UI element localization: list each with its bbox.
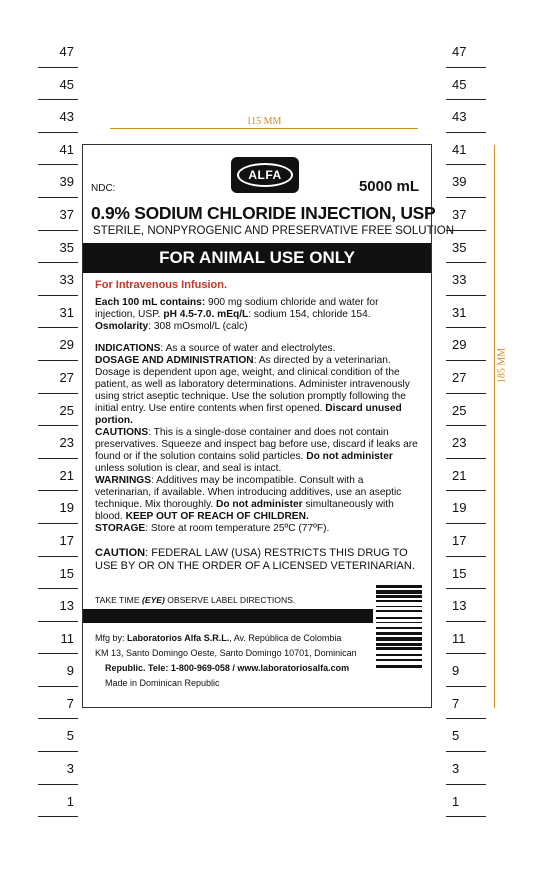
right-ruler-number: 9 [452, 663, 460, 679]
barcode-graphic [376, 585, 422, 691]
cautions-do-not-administer: Do not administer [306, 451, 393, 462]
right-ruler-tick [446, 172, 486, 205]
cautions-text-2: unless solution is clear, and seal is intact. [95, 463, 282, 474]
keep-out-of-reach: KEEP OUT OF REACH OF CHILDREN. [125, 511, 309, 522]
left-ruler-tick [38, 694, 78, 727]
right-ruler-number: 5 [452, 728, 460, 744]
barcode-bar [376, 665, 422, 668]
left-ruler-number: 35 [59, 239, 74, 255]
barcode-bar [376, 622, 422, 623]
left-ruler-tick [38, 42, 78, 75]
federal-caution-text: : FEDERAL LAW (USA) RESTRICTS THIS DRUG TO USE BY OR ON THE ORDER OF A LICENSED VETERINARIAN. [95, 547, 415, 572]
barcode-bar [376, 585, 422, 588]
federal-caution-label: CAUTION [95, 547, 146, 559]
barcode-bar [376, 600, 422, 602]
right-ruler-tick [446, 107, 486, 140]
barcode-bar [376, 627, 422, 629]
warnings-text-2: simultaneously with blood. [95, 499, 394, 522]
right-ruler-number: 7 [452, 695, 460, 711]
left-ruler-tick [38, 433, 78, 466]
right-ruler-number: 27 [452, 369, 467, 385]
left-ruler-number: 27 [59, 369, 74, 385]
cautions-text: : This is a single-dose container and does not contain preservatives. Squeeze and inspect bag before use, discard if leaks are found or if the solution contains solid particles. [95, 427, 418, 462]
left-ruler-tick [38, 140, 78, 173]
right-ruler-tick [446, 466, 486, 499]
right-ruler-number: 35 [452, 239, 467, 255]
left-ruler-number: 15 [59, 565, 74, 581]
ph-text: : sodium 154, chloride 154. [248, 309, 371, 320]
right-ruler-number: 17 [452, 532, 467, 548]
warnings-label: WARNINGS [95, 475, 152, 486]
barcode-bar [376, 632, 422, 635]
left-ruler-number: 7 [66, 695, 74, 711]
federal-caution [95, 547, 421, 573]
cautions-paragraph [95, 427, 421, 475]
right-ruler-number: 21 [452, 467, 467, 483]
right-ruler-tick [446, 759, 486, 792]
ndc-label: NDC: [91, 183, 116, 194]
right-ruler-tick [446, 433, 486, 466]
left-ruler-tick [38, 792, 78, 825]
left-ruler-tick [38, 205, 78, 238]
route-statement: For Intravenous Infusion. [95, 279, 228, 291]
indications-text: : As a source of water and electrolytes. [160, 343, 336, 354]
left-ruler-number: 1 [66, 793, 74, 809]
left-ruler-number: 29 [59, 337, 74, 353]
right-ruler-tick [446, 270, 486, 303]
left-ruler-number: 39 [59, 174, 74, 190]
right-ruler-tick [446, 531, 486, 564]
manufacturer-address-1: , Av. República de Colombia [229, 633, 342, 643]
take-time-post: OBSERVE LABEL DIRECTIONS. [164, 595, 296, 605]
warnings-paragraph [95, 475, 421, 523]
dosage-paragraph [95, 355, 421, 427]
take-time-pre: TAKE TIME [95, 595, 142, 605]
right-ruler-number: 13 [452, 598, 467, 614]
width-dimension [110, 0, 418, 130]
volume-label: 5000 mL [358, 178, 419, 195]
left-ruler-number: 17 [59, 532, 74, 548]
right-ruler-tick [446, 75, 486, 108]
right-ruler-tick [446, 564, 486, 597]
right-ruler-tick [446, 303, 486, 336]
right-ruler-number: 45 [452, 76, 467, 92]
left-ruler-number: 5 [66, 728, 74, 744]
width-dimension-label: 115 MM [246, 116, 282, 127]
right-ruler-number: 37 [452, 206, 467, 222]
left-ruler-tick [38, 759, 78, 792]
barcode-bar [376, 637, 422, 641]
ph-label: pH 4.5-7.0. mEq/L [163, 309, 249, 320]
manufacturer-line-2: KM 13, Santo Domingo Oeste, Santo Domingo 10701, Dominican [95, 648, 357, 658]
left-ruler-tick [38, 335, 78, 368]
storage-text: : Store at room temperature 25ºC (77ºF). [145, 523, 330, 534]
left-ruler-tick [38, 303, 78, 336]
storage-paragraph [95, 523, 421, 535]
barcode-bar [376, 590, 422, 594]
left-ruler-number: 41 [59, 141, 74, 157]
right-ruler-tick [446, 596, 486, 629]
left-ruler-scale [38, 42, 78, 824]
right-ruler-tick [446, 140, 486, 173]
barcode-bar [376, 606, 422, 607]
left-ruler-number: 23 [59, 435, 74, 451]
left-ruler-tick [38, 498, 78, 531]
right-ruler-tick [446, 335, 486, 368]
left-ruler-tick [38, 564, 78, 597]
right-ruler-tick [446, 694, 486, 727]
product-title: 0.9% SODIUM CHLORIDE INJECTION, USP [91, 203, 436, 223]
right-ruler-tick [446, 238, 486, 271]
osmolarity-text: : 308 mOsmol/L (calc) [148, 321, 248, 332]
left-ruler-tick [38, 596, 78, 629]
warnings-do-not-administer: Do not administer [216, 499, 303, 510]
right-ruler-tick [446, 498, 486, 531]
barcode-bar [376, 643, 422, 646]
left-ruler-tick [38, 466, 78, 499]
each-text: 900 mg sodium chloride and water for injection, USP. [95, 297, 379, 320]
right-ruler-scale [446, 42, 486, 824]
product-label [82, 144, 455, 708]
left-ruler-number: 31 [59, 304, 74, 320]
right-ruler-number: 11 [452, 630, 466, 646]
height-dimension-line [494, 145, 495, 708]
indications-label: INDICATIONS [95, 343, 161, 354]
left-ruler-tick [38, 368, 78, 401]
right-ruler-number: 29 [452, 337, 467, 353]
left-ruler-tick [38, 75, 78, 108]
manufacturer-line-1 [95, 631, 375, 646]
take-time-eye: (EYE) [141, 595, 165, 605]
alfa-logo [231, 157, 299, 193]
left-ruler-number: 3 [66, 761, 74, 777]
left-ruler-tick [38, 172, 78, 205]
right-ruler-tick [446, 726, 486, 759]
left-ruler-number: 43 [59, 109, 74, 125]
dosage-label: DOSAGE AND ADMINISTRATION [95, 355, 254, 366]
osmolarity-label: Osmolarity [95, 321, 149, 332]
left-ruler-number: 45 [59, 76, 74, 92]
right-ruler-number: 39 [452, 174, 467, 190]
right-ruler-number: 43 [452, 109, 467, 125]
right-ruler-number: 15 [452, 565, 467, 581]
left-ruler-tick [38, 107, 78, 140]
dosage-text: : As directed by a veterinarian. Dosage is dependent upon age, weight, and clinical condition of the patient, as well as laboratory determinations. Administer intravenously using strict aseptic technique. Use the solution promptly following the initial entry. Use entire contents when first opened. [95, 355, 410, 414]
discard-statement: Discard unused portion. [95, 403, 402, 426]
left-ruler-number: 25 [59, 402, 74, 418]
left-ruler-tick [38, 270, 78, 303]
animal-use-banner: FOR ANIMAL USE ONLY [83, 243, 431, 273]
right-ruler-number: 1 [452, 793, 460, 809]
warnings-text: : Additives may be incompatible. Consult with a veterinarian, if available. When introducing additives, use an aseptic technique. Mix thoroughly. [95, 475, 402, 510]
barcode-bar [376, 617, 422, 619]
height-dimension-label: 185 MM [496, 347, 508, 384]
label-body-text [95, 297, 421, 535]
black-divider-bar [83, 609, 373, 623]
each-label: Each 100 mL contains: [95, 297, 206, 308]
right-ruler-tick [446, 368, 486, 401]
right-ruler-tick [446, 661, 486, 694]
left-ruler-tick [38, 661, 78, 694]
manufacturer-name: Laboratorios Alfa S.R.L. [127, 633, 230, 643]
manufacturer-line-4: Made in Dominican Republic [105, 678, 220, 688]
right-ruler-number: 23 [452, 435, 467, 451]
take-time-statement [95, 595, 295, 605]
product-subtitle: STERILE, NONPYROGENIC AND PRESERVATIVE FREE SOLUTION [93, 225, 455, 237]
barcode-bar [376, 595, 422, 598]
right-ruler-number: 19 [452, 500, 467, 516]
barcode-bar [376, 654, 422, 656]
right-ruler-number: 25 [452, 402, 467, 418]
right-ruler-number: 31 [452, 304, 467, 320]
left-ruler-number: 11 [60, 630, 74, 646]
left-ruler-number: 13 [59, 598, 74, 614]
right-ruler-number: 47 [452, 44, 467, 59]
right-ruler-number: 33 [452, 272, 467, 288]
barcode-bar [376, 647, 422, 650]
left-ruler-number: 47 [59, 44, 74, 59]
left-ruler-tick [38, 531, 78, 564]
right-ruler-tick [446, 42, 486, 75]
left-ruler-number: 9 [66, 663, 74, 679]
barcode-bar [376, 659, 422, 661]
composition-paragraph [95, 297, 421, 333]
left-ruler-tick [38, 401, 78, 434]
manufacturer-line-3: Republic. Tele: 1-800-969-058 / www.laboratoriosalfa.com [105, 663, 350, 673]
left-ruler-number: 21 [59, 467, 74, 483]
left-ruler-number: 19 [59, 500, 74, 516]
right-ruler-tick [446, 401, 486, 434]
right-ruler-number: 41 [452, 141, 467, 157]
right-ruler-tick [446, 792, 486, 825]
storage-label: STORAGE [95, 523, 146, 534]
right-ruler-number: 3 [452, 761, 460, 777]
left-ruler-tick [38, 238, 78, 271]
left-ruler-number: 37 [59, 206, 74, 222]
logo-text: ALFA [237, 163, 293, 187]
left-ruler-tick [38, 726, 78, 759]
manufacturer-info [95, 631, 375, 691]
left-ruler-number: 33 [59, 272, 74, 288]
cautions-label: CAUTIONS [95, 427, 149, 438]
right-ruler-tick [446, 629, 486, 662]
mfg-label: Mfg by: [95, 633, 128, 643]
barcode-bar [376, 610, 422, 612]
left-ruler-tick [38, 629, 78, 662]
indications-paragraph [95, 343, 421, 355]
